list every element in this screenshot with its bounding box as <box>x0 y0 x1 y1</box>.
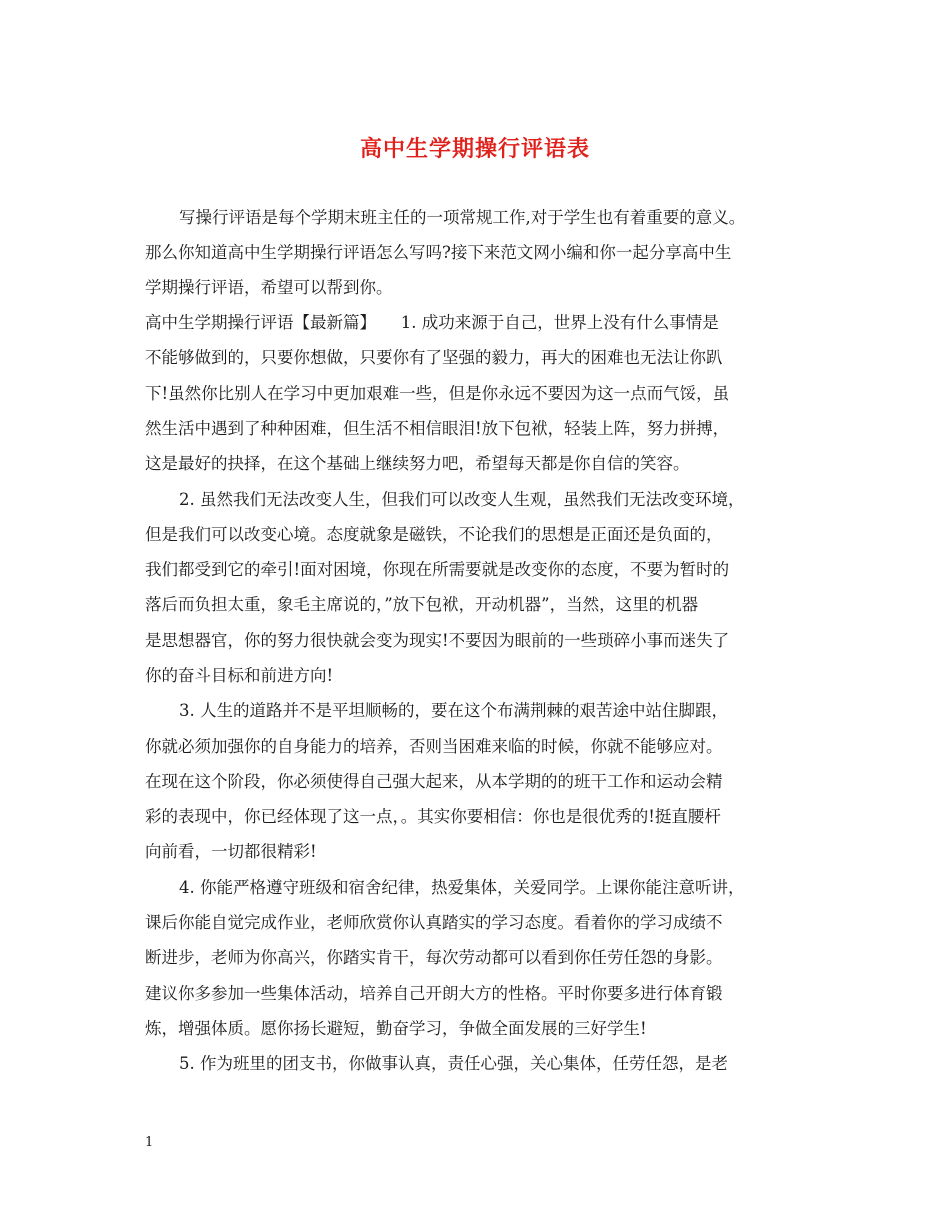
paragraph-line: 我们都受到它的牵引!面对困境，你现在所需要就是改变你的态度，不要为暂时的 <box>145 560 730 579</box>
paragraph-line: 炼，增强体质。愿你扬长避短，勤奋学习，争做全面发展的三好学生! <box>145 1019 647 1038</box>
paragraph-line: 5. 作为班里的团支书，你做事认真，责任心强，关心集体，任劳任怨，是老 <box>179 1054 728 1073</box>
paragraph-line: 彩的表现中，你已经体现了这一点，。其实你要相信：你也是很优秀的!挺直腰杆 <box>145 807 721 826</box>
paragraph-line: 断进步，老师为你高兴，你踏实肯干，每次劳动都可以看到你任劳任怨的身影。 <box>145 948 723 967</box>
paragraph-line: 你的奋斗目标和前进方向! <box>145 666 334 685</box>
paragraph-line: 但是我们可以改变心境。态度就象是磁铁，不论我们的思想是正面还是负面的， <box>145 525 723 544</box>
paragraph-line: 向前看，一切都很精彩! <box>145 842 317 861</box>
paragraph-line: 你就必须加强你的自身能力的培养，否则当困难来临的时候，你就不能够应对。 <box>145 737 723 756</box>
paragraph-line: 高中生学期操行评语【最新篇】 1. 成功来源于自己，世界上没有什么事情是 <box>145 313 719 332</box>
paragraph-line: 然生活中遇到了种种困难，但生活不相信眼泪!放下包袱，轻装上阵，努力拼搏， <box>145 419 730 438</box>
paragraph-line: 在现在这个阶段，你必须使得自己强大起来，从本学期的的班干工作和运动会精 <box>145 772 723 791</box>
paragraph-line: 3. 人生的道路并不是平坦顺畅的，要在这个布满荆棘的艰苦途中站住脚跟， <box>179 701 728 720</box>
paragraph-line: 那么你知道高中生学期操行评语怎么写吗?接下来范文网小编和你一起分享高中生 <box>145 243 732 262</box>
paragraph-line: 是思想器官，你的努力很快就会变为现实!不要因为眼前的一些琐碎小事而迷失了 <box>145 631 730 650</box>
paragraph-line: 这是最好的抉择，在这个基础上继续努力吧，希望每天都是你自信的笑容。 <box>145 454 690 473</box>
paragraph-line: 写操行评语是每个学期末班主任的一项常规工作,对于学生也有着重要的意义。 <box>179 208 746 227</box>
paragraph-line: 学期操行评语，希望可以帮到你。 <box>145 278 393 297</box>
page-number: 1 <box>145 1135 154 1150</box>
paragraph-line: 4. 你能严格遵守班级和宿舍纪律，热爱集体，关爱同学。上课你能注意听讲， <box>179 878 745 897</box>
paragraph-line: 下!虽然你比别人在学习中更加艰难一些，但是你永远不要因为这一点而气馁，虽 <box>145 384 730 403</box>
paragraph-line: 课后你能自觉完成作业，老师欣赏你认真踏实的学习态度。看着你的学习成绩不 <box>145 913 723 932</box>
paragraph-line: 不能够做到的，只要你想做，只要你有了坚强的毅力，再大的困难也无法让你趴 <box>145 348 723 367</box>
paragraph-line: 2. 虽然我们无法改变人生，但我们可以改变人生观，虽然我们无法改变环境， <box>179 490 745 509</box>
paragraph-line: 建议你多参加一些集体活动，培养自己开朗大方的性格。平时你要多进行体育锻 <box>145 984 723 1003</box>
document-title: 高中生学期操行评语表 <box>359 136 590 162</box>
paragraph-line: 落后而负担太重，象毛主席说的，”放下包袱，开动机器”，当然，这里的机器 <box>145 595 699 614</box>
